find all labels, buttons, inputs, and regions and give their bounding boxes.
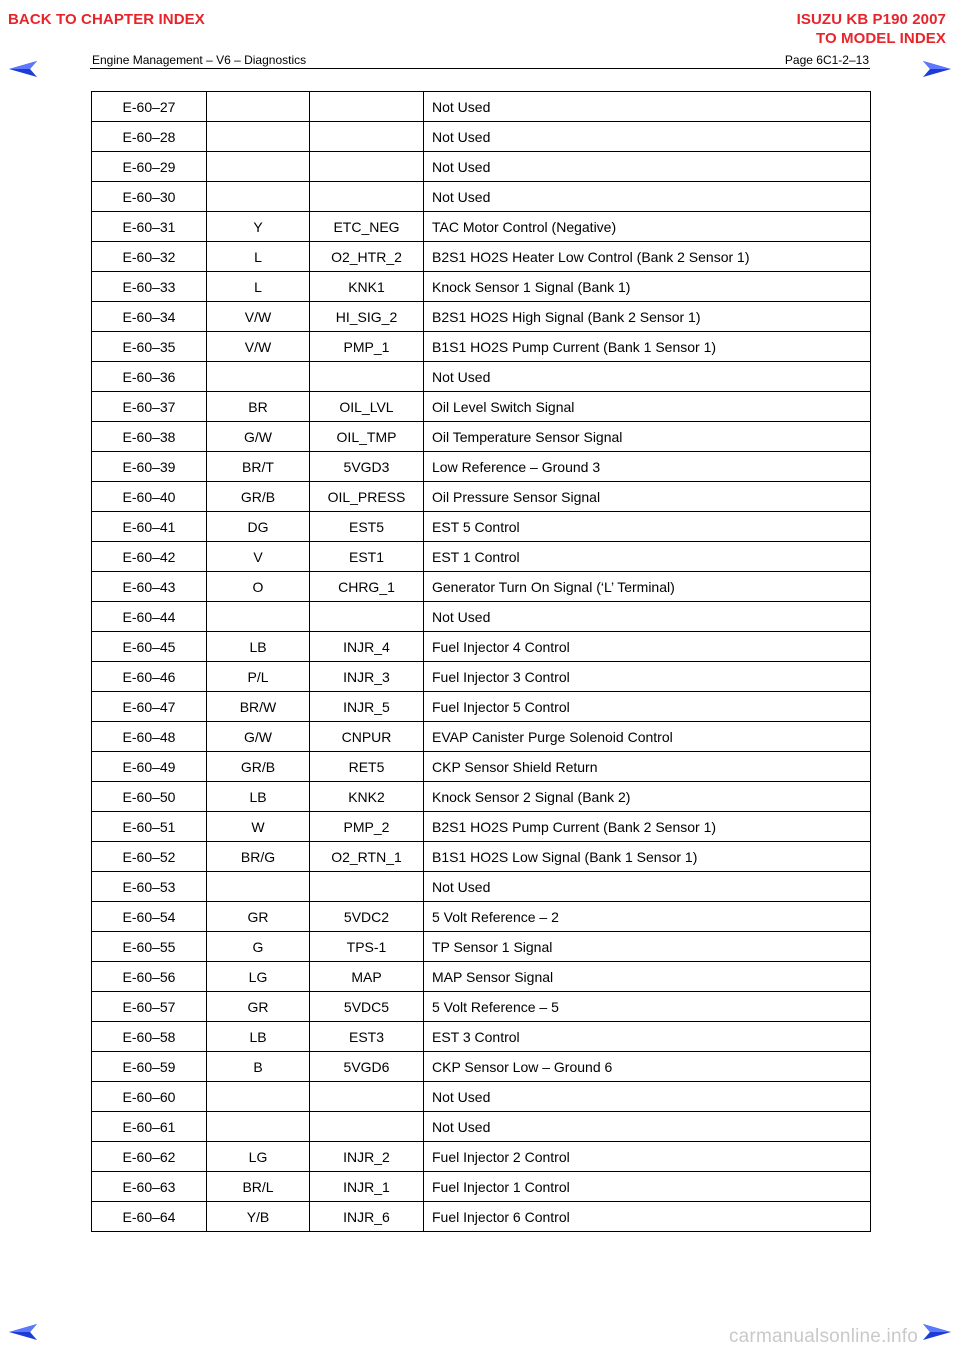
- wire-color-cell: GR/B: [207, 752, 310, 782]
- description-cell: MAP Sensor Signal: [424, 962, 871, 992]
- circuit-cell: O2_HTR_2: [310, 242, 424, 272]
- wire-color-cell: [207, 602, 310, 632]
- pin-cell: E-60–38: [92, 422, 207, 452]
- description-cell: CKP Sensor Low – Ground 6: [424, 1052, 871, 1082]
- wire-color-cell: V/W: [207, 302, 310, 332]
- pin-cell: E-60–61: [92, 1112, 207, 1142]
- table-row: [92, 1052, 871, 1082]
- description-cell: B2S1 HO2S Pump Current (Bank 2 Sensor 1): [424, 812, 871, 842]
- table-row: [92, 92, 871, 122]
- table-row: [92, 752, 871, 782]
- circuit-cell: [310, 872, 424, 902]
- wire-color-cell: GR: [207, 992, 310, 1022]
- circuit-cell: [310, 92, 424, 122]
- description-cell: Fuel Injector 4 Control: [424, 632, 871, 662]
- table-row: [92, 962, 871, 992]
- table-row: [92, 872, 871, 902]
- wire-color-cell: [207, 1112, 310, 1142]
- table-row: [92, 542, 871, 572]
- table-row: [92, 242, 871, 272]
- circuit-cell: CNPUR: [310, 722, 424, 752]
- description-cell: EVAP Canister Purge Solenoid Control: [424, 722, 871, 752]
- wire-color-cell: O: [207, 572, 310, 602]
- description-cell: EST 1 Control: [424, 542, 871, 572]
- circuit-cell: [310, 602, 424, 632]
- description-cell: Not Used: [424, 602, 871, 632]
- pin-cell: E-60–58: [92, 1022, 207, 1052]
- pin-cell: E-60–64: [92, 1202, 207, 1232]
- wire-color-cell: GR: [207, 902, 310, 932]
- back-to-chapter-index-link[interactable]: BACK TO CHAPTER INDEX: [8, 11, 205, 28]
- circuit-cell: [310, 122, 424, 152]
- pin-cell: E-60–28: [92, 122, 207, 152]
- description-cell: B1S1 HO2S Pump Current (Bank 1 Sensor 1): [424, 332, 871, 362]
- pin-cell: E-60–41: [92, 512, 207, 542]
- document-title: Engine Management – V6 – Diagnostics: [92, 53, 307, 67]
- description-cell: CKP Sensor Shield Return: [424, 752, 871, 782]
- wire-color-cell: Y: [207, 212, 310, 242]
- wire-color-cell: L: [207, 272, 310, 302]
- circuit-cell: MAP: [310, 962, 424, 992]
- circuit-cell: [310, 152, 424, 182]
- wire-color-cell: L: [207, 242, 310, 272]
- description-cell: Knock Sensor 2 Signal (Bank 2): [424, 782, 871, 812]
- wire-color-cell: B: [207, 1052, 310, 1082]
- wire-color-cell: LB: [207, 782, 310, 812]
- table-row: [92, 452, 871, 482]
- wire-color-cell: [207, 92, 310, 122]
- wire-color-cell: [207, 1082, 310, 1112]
- description-cell: B1S1 HO2S Low Signal (Bank 1 Sensor 1): [424, 842, 871, 872]
- wire-color-cell: P/L: [207, 662, 310, 692]
- description-cell: EST 5 Control: [424, 512, 871, 542]
- circuit-cell: O2_RTN_1: [310, 842, 424, 872]
- pin-cell: E-60–27: [92, 92, 207, 122]
- wire-color-cell: BR: [207, 392, 310, 422]
- page-number: Page 6C1-2–13: [784, 53, 869, 67]
- table-row: [92, 782, 871, 812]
- table-row: [92, 482, 871, 512]
- description-cell: Knock Sensor 1 Signal (Bank 1): [424, 272, 871, 302]
- table-row: [92, 392, 871, 422]
- circuit-cell: RET5: [310, 752, 424, 782]
- wire-color-cell: [207, 362, 310, 392]
- pin-cell: E-60–37: [92, 392, 207, 422]
- wire-color-cell: [207, 122, 310, 152]
- circuit-cell: EST3: [310, 1022, 424, 1052]
- connector-pin-table: [91, 91, 871, 1232]
- pin-cell: E-60–51: [92, 812, 207, 842]
- header-divider: [90, 68, 870, 69]
- pin-cell: E-60–46: [92, 662, 207, 692]
- table-row: [92, 272, 871, 302]
- table-row: [92, 1142, 871, 1172]
- pin-cell: E-60–56: [92, 962, 207, 992]
- circuit-cell: [310, 1082, 424, 1112]
- pin-cell: E-60–40: [92, 482, 207, 512]
- pin-cell: E-60–47: [92, 692, 207, 722]
- circuit-cell: ETC_NEG: [310, 212, 424, 242]
- pin-cell: E-60–39: [92, 452, 207, 482]
- pin-cell: E-60–44: [92, 602, 207, 632]
- table-row: [92, 662, 871, 692]
- description-cell: Not Used: [424, 152, 871, 182]
- wire-color-cell: BR/L: [207, 1172, 310, 1202]
- wire-color-cell: Y/B: [207, 1202, 310, 1232]
- wire-color-cell: BR/W: [207, 692, 310, 722]
- description-cell: 5 Volt Reference – 5: [424, 992, 871, 1022]
- circuit-cell: CHRG_1: [310, 572, 424, 602]
- description-cell: Not Used: [424, 122, 871, 152]
- description-cell: Low Reference – Ground 3: [424, 452, 871, 482]
- table-row: [92, 422, 871, 452]
- next-page-arrow-icon[interactable]: [922, 1323, 952, 1341]
- description-cell: Not Used: [424, 362, 871, 392]
- pin-cell: E-60–29: [92, 152, 207, 182]
- circuit-cell: KNK2: [310, 782, 424, 812]
- pin-cell: E-60–33: [92, 272, 207, 302]
- circuit-cell: PMP_2: [310, 812, 424, 842]
- description-cell: Fuel Injector 6 Control: [424, 1202, 871, 1232]
- table-row: [92, 992, 871, 1022]
- table-row: [92, 1022, 871, 1052]
- wire-color-cell: V/W: [207, 332, 310, 362]
- circuit-cell: KNK1: [310, 272, 424, 302]
- description-cell: Generator Turn On Signal (‘L’ Terminal): [424, 572, 871, 602]
- circuit-cell: INJR_3: [310, 662, 424, 692]
- watermark: carmanualsonline.info: [728, 1326, 918, 1347]
- wire-color-cell: LG: [207, 1142, 310, 1172]
- pin-cell: E-60–59: [92, 1052, 207, 1082]
- to-model-index-link[interactable]: TO MODEL INDEX: [815, 30, 946, 47]
- wire-color-cell: BR/G: [207, 842, 310, 872]
- table-row: [92, 122, 871, 152]
- pin-cell: E-60–54: [92, 902, 207, 932]
- description-cell: Not Used: [424, 182, 871, 212]
- wire-color-cell: GR/B: [207, 482, 310, 512]
- table-row: [92, 692, 871, 722]
- wire-color-cell: [207, 872, 310, 902]
- description-cell: Fuel Injector 1 Control: [424, 1172, 871, 1202]
- circuit-cell: 5VGD6: [310, 1052, 424, 1082]
- pin-table-body: [92, 92, 871, 1232]
- description-cell: 5 Volt Reference – 2: [424, 902, 871, 932]
- circuit-cell: 5VGD3: [310, 452, 424, 482]
- table-row: [92, 632, 871, 662]
- wire-color-cell: DG: [207, 512, 310, 542]
- description-cell: B2S1 HO2S High Signal (Bank 2 Sensor 1): [424, 302, 871, 332]
- description-cell: Fuel Injector 2 Control: [424, 1142, 871, 1172]
- wire-color-cell: [207, 182, 310, 212]
- wire-color-cell: G/W: [207, 422, 310, 452]
- table-row: [92, 362, 871, 392]
- description-cell: Oil Temperature Sensor Signal: [424, 422, 871, 452]
- circuit-cell: TPS-1: [310, 932, 424, 962]
- table-row: [92, 512, 871, 542]
- circuit-cell: OIL_LVL: [310, 392, 424, 422]
- pin-cell: E-60–42: [92, 542, 207, 572]
- table-row: [92, 302, 871, 332]
- table-row: [92, 212, 871, 242]
- circuit-cell: EST5: [310, 512, 424, 542]
- wire-color-cell: V: [207, 542, 310, 572]
- pin-cell: E-60–60: [92, 1082, 207, 1112]
- circuit-cell: [310, 1112, 424, 1142]
- wire-color-cell: [207, 152, 310, 182]
- table-row: [92, 902, 871, 932]
- description-cell: Oil Pressure Sensor Signal: [424, 482, 871, 512]
- circuit-cell: [310, 182, 424, 212]
- circuit-cell: HI_SIG_2: [310, 302, 424, 332]
- table-row: [92, 1172, 871, 1202]
- description-cell: Not Used: [424, 92, 871, 122]
- circuit-cell: OIL_PRESS: [310, 482, 424, 512]
- description-cell: Fuel Injector 3 Control: [424, 662, 871, 692]
- pin-cell: E-60–32: [92, 242, 207, 272]
- description-cell: Oil Level Switch Signal: [424, 392, 871, 422]
- pin-cell: E-60–50: [92, 782, 207, 812]
- table-row: [92, 932, 871, 962]
- pin-cell: E-60–30: [92, 182, 207, 212]
- circuit-cell: INJR_1: [310, 1172, 424, 1202]
- table-row: [92, 332, 871, 362]
- pin-cell: E-60–49: [92, 752, 207, 782]
- table-row: [92, 812, 871, 842]
- description-cell: TP Sensor 1 Signal: [424, 932, 871, 962]
- circuit-cell: PMP_1: [310, 332, 424, 362]
- table-row: [92, 182, 871, 212]
- wire-color-cell: LG: [207, 962, 310, 992]
- description-cell: EST 3 Control: [424, 1022, 871, 1052]
- wire-color-cell: BR/T: [207, 452, 310, 482]
- description-cell: Not Used: [424, 1082, 871, 1112]
- description-cell: TAC Motor Control (Negative): [424, 212, 871, 242]
- previous-page-arrow-icon[interactable]: [8, 60, 38, 78]
- circuit-cell: INJR_6: [310, 1202, 424, 1232]
- table-row: [92, 1082, 871, 1112]
- pin-cell: E-60–43: [92, 572, 207, 602]
- model-title-link[interactable]: ISUZU KB P190 2007: [796, 11, 946, 28]
- pin-cell: E-60–34: [92, 302, 207, 332]
- previous-page-arrow-icon[interactable]: [8, 1323, 38, 1341]
- table-row: [92, 602, 871, 632]
- pin-cell: E-60–45: [92, 632, 207, 662]
- pin-cell: E-60–62: [92, 1142, 207, 1172]
- wire-color-cell: G/W: [207, 722, 310, 752]
- description-cell: B2S1 HO2S Heater Low Control (Bank 2 Sensor 1): [424, 242, 871, 272]
- wire-color-cell: W: [207, 812, 310, 842]
- table-row: [92, 152, 871, 182]
- description-cell: Fuel Injector 5 Control: [424, 692, 871, 722]
- pin-cell: E-60–57: [92, 992, 207, 1022]
- description-cell: Not Used: [424, 1112, 871, 1142]
- table-row: [92, 1202, 871, 1232]
- next-page-arrow-icon[interactable]: [922, 60, 952, 78]
- pin-cell: E-60–55: [92, 932, 207, 962]
- circuit-cell: OIL_TMP: [310, 422, 424, 452]
- circuit-cell: INJR_2: [310, 1142, 424, 1172]
- circuit-cell: 5VDC2: [310, 902, 424, 932]
- circuit-cell: [310, 362, 424, 392]
- pin-cell: E-60–31: [92, 212, 207, 242]
- table-row: [92, 572, 871, 602]
- wire-color-cell: LB: [207, 632, 310, 662]
- pin-cell: E-60–63: [92, 1172, 207, 1202]
- circuit-cell: EST1: [310, 542, 424, 572]
- pin-cell: E-60–35: [92, 332, 207, 362]
- circuit-cell: INJR_4: [310, 632, 424, 662]
- pin-cell: E-60–36: [92, 362, 207, 392]
- circuit-cell: INJR_5: [310, 692, 424, 722]
- table-row: [92, 842, 871, 872]
- pin-cell: E-60–48: [92, 722, 207, 752]
- pin-cell: E-60–53: [92, 872, 207, 902]
- table-row: [92, 1112, 871, 1142]
- table-row: [92, 722, 871, 752]
- wire-color-cell: G: [207, 932, 310, 962]
- circuit-cell: 5VDC5: [310, 992, 424, 1022]
- pin-cell: E-60–52: [92, 842, 207, 872]
- wire-color-cell: LB: [207, 1022, 310, 1052]
- description-cell: Not Used: [424, 872, 871, 902]
